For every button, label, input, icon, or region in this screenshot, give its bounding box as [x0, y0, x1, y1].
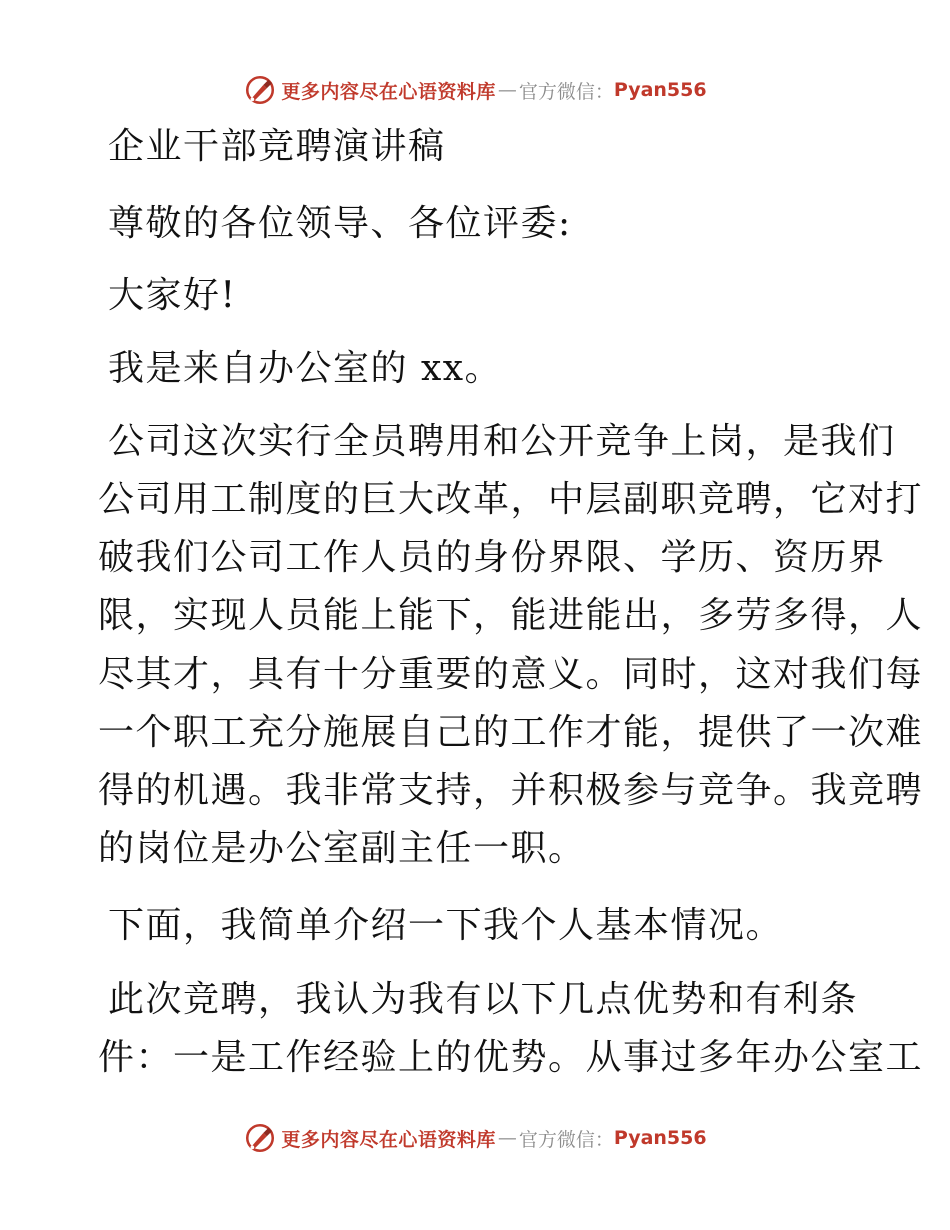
document-title: 企业干部竞聘演讲稿	[108, 126, 446, 167]
salutation: 尊敬的各位领导、各位评委:	[108, 203, 572, 244]
watermark-wechat-id: Pyan556	[613, 1127, 707, 1149]
watermark-wechat-label: 官方微信：	[518, 80, 614, 103]
self-introduction: 我是来自办公室的 xx。	[108, 348, 503, 389]
paragraph-line: 破我们公司工作人员的身份界限、学历、资历界	[98, 537, 886, 578]
paragraph-line: 尽其才，具有十分重要的意义。同时，这对我们每	[98, 654, 924, 695]
watermark-wechat-id: Pyan556	[613, 79, 707, 101]
watermark-separator: —	[497, 1127, 517, 1149]
paragraph-line: 限，实现人员能上能下，能进能出，多劳多得，人	[98, 595, 924, 636]
watermark-site-name: 更多内容尽在心语资料库	[281, 1128, 496, 1151]
pen-logo-icon	[243, 73, 277, 107]
paragraph-line: 此次竞聘，我认为我有以下几点优势和有利条	[108, 979, 859, 1020]
paragraph-line: 下面，我简单介绍一下我个人基本情况。	[108, 905, 784, 946]
pen-logo-icon	[243, 1121, 277, 1155]
paragraph-line: 得的机遇。我非常支持，并积极参与竞争。我竞聘	[98, 770, 924, 811]
greeting: 大家好!	[108, 275, 237, 316]
footer-watermark	[0, 1118, 950, 1158]
paragraph-line: 公司这次实行全员聘用和公开竞争上岗，是我们	[108, 421, 896, 462]
watermark-wechat-label: 官方微信：	[518, 1128, 614, 1151]
paragraph-line: 件：一是工作经验上的优势。从事过多年办公室工	[98, 1037, 924, 1078]
paragraph-line: 的岗位是办公室副主任一职。	[98, 828, 586, 869]
watermark-separator: —	[497, 79, 517, 101]
paragraph-line: 公司用工制度的巨大改革，中层副职竞聘，它对打	[98, 479, 924, 520]
watermark-site-name: 更多内容尽在心语资料库	[281, 80, 496, 103]
header-watermark	[0, 70, 950, 110]
paragraph-line: 一个职工充分施展自己的工作才能，提供了一次难	[98, 712, 924, 753]
